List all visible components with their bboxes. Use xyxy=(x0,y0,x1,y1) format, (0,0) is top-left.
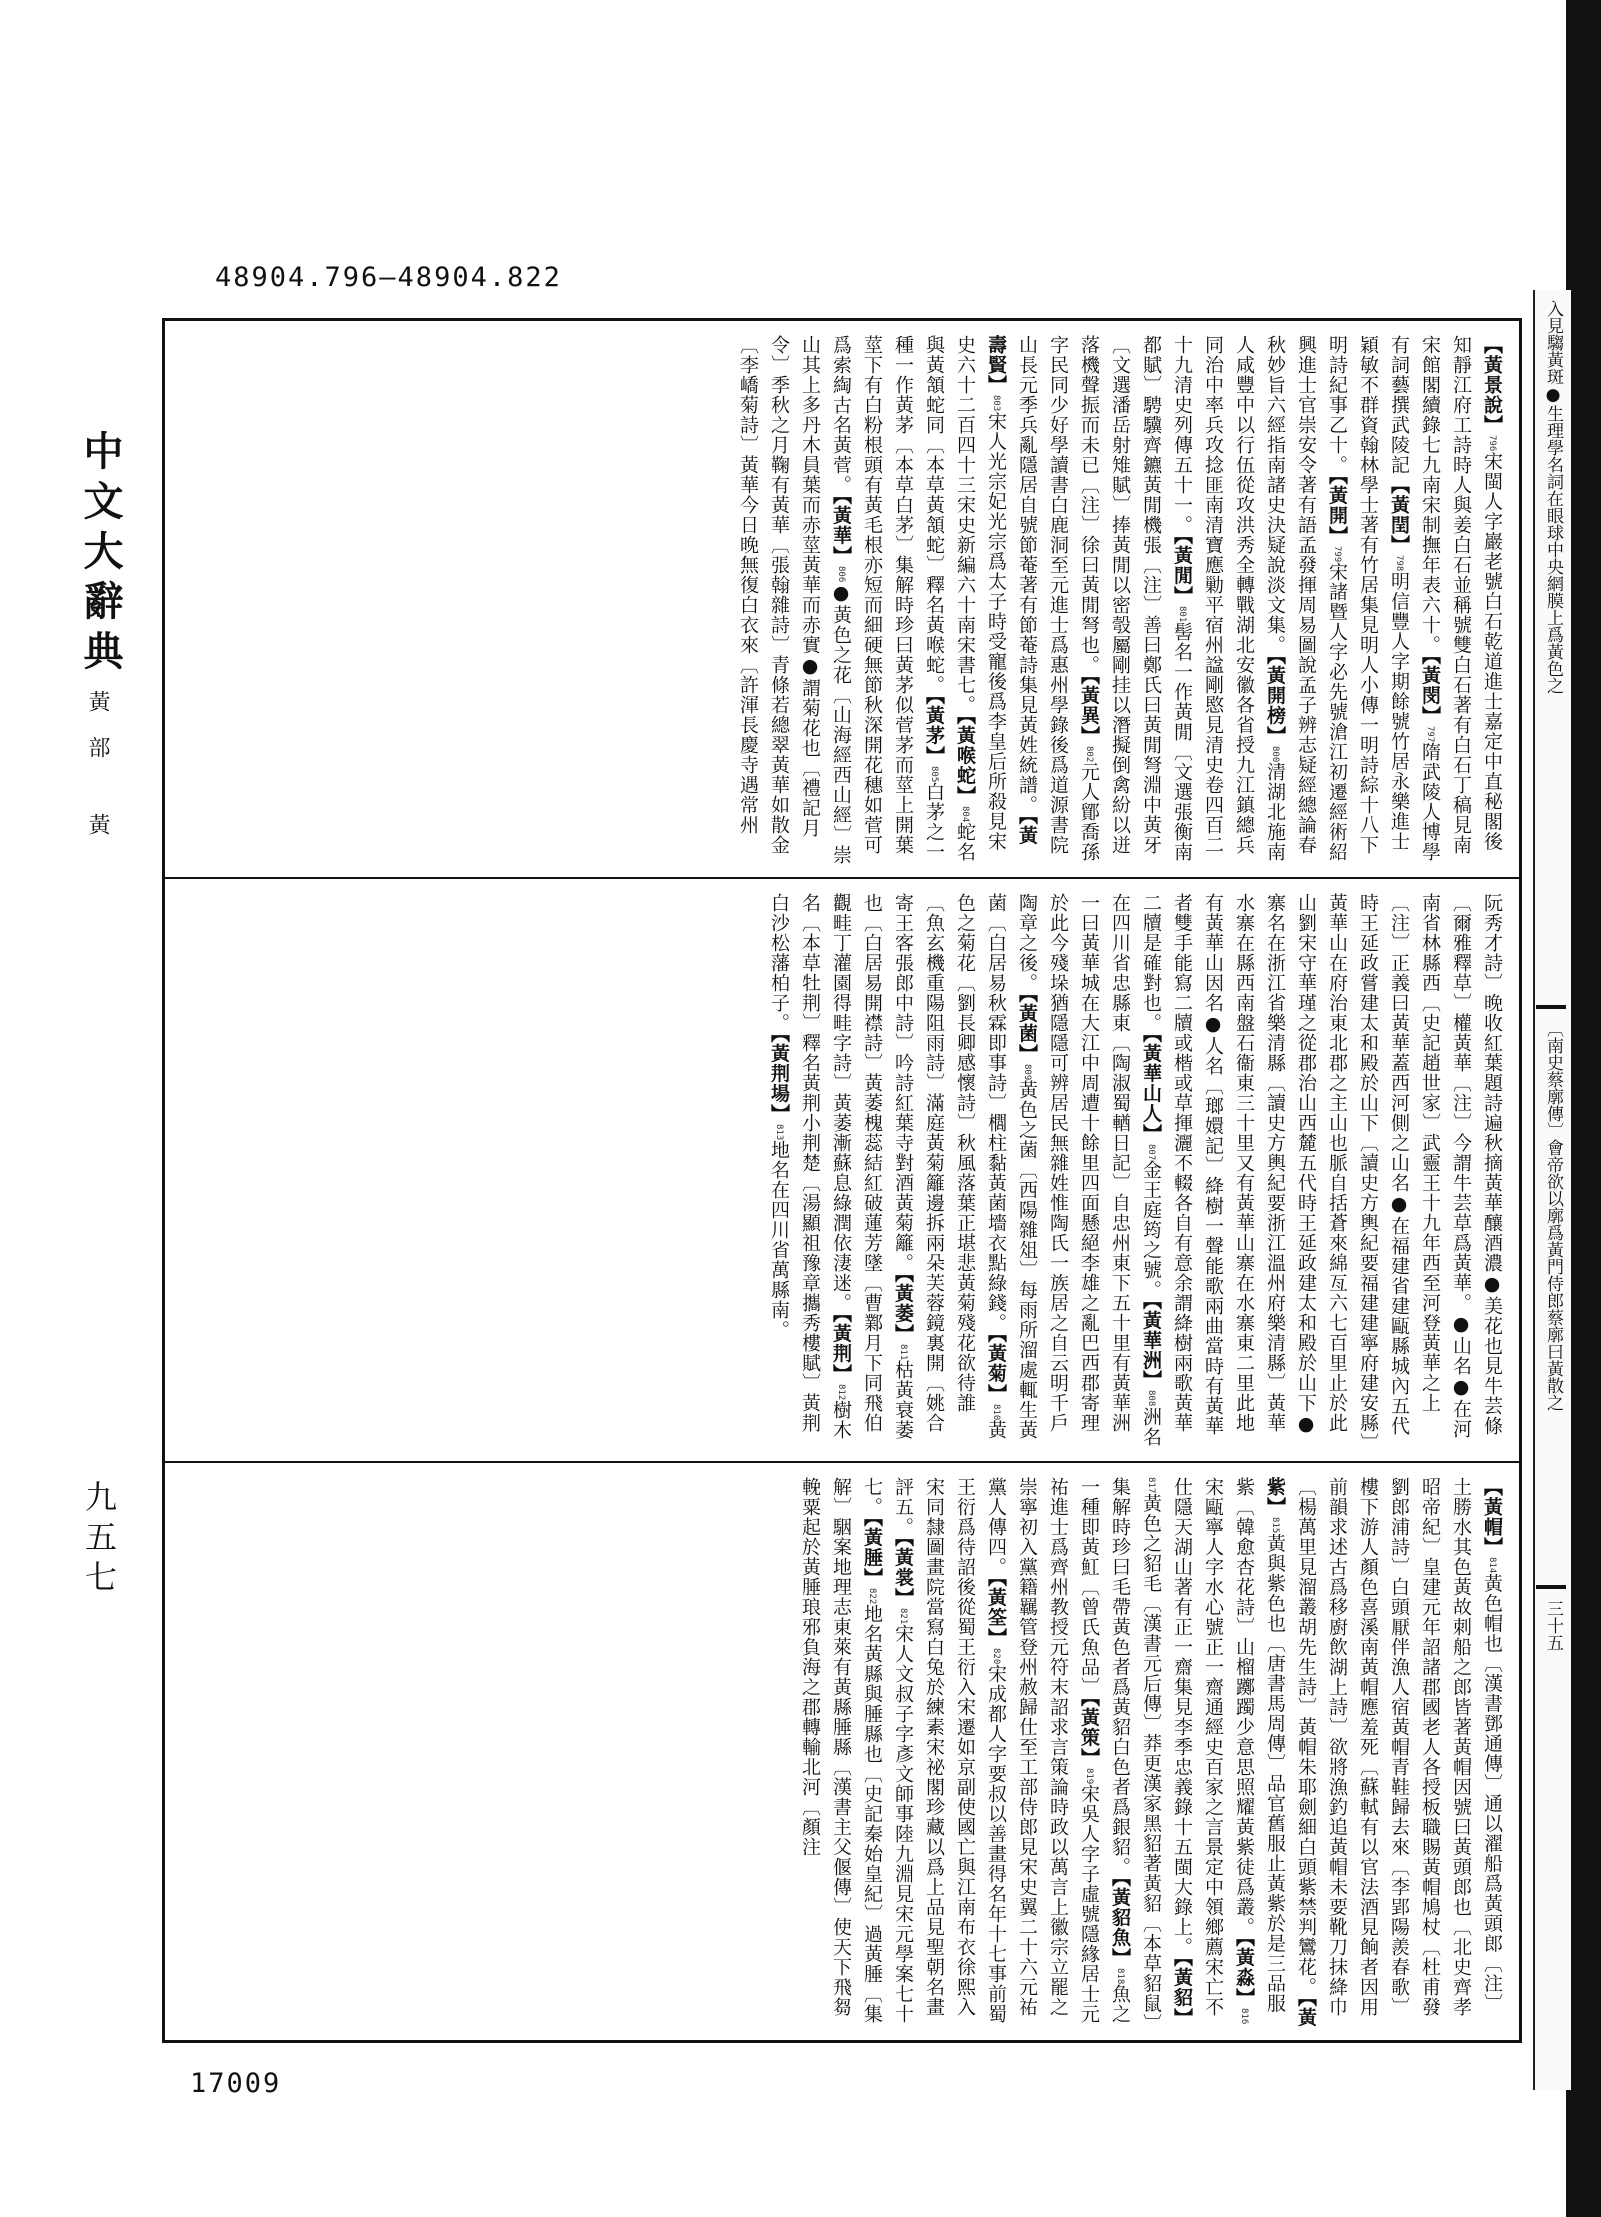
entry-definition: 黃色帽也〔漢書鄧通傳〕通以濯船爲黃頭郎〔注〕土勝水其色黃故刺船之郎皆著黃帽因號曰黃頭郎也〔北史齊孝昭帝紀〕皇建元年詔諸郡國老人各授板職賜黃帽鳩杖〔杜甫發劉郎浦詩〕白頭厭伴漁人宿黃帽青鞋歸去來〔李郢陽羨春歌〕樓下游人顏色喜溪南黃帽應羞死〔蘇軾有以官法酒見餉者因用前韻求述古爲移廚飲湖上詩〕欲將漁釣追黃帽未要靴刀抹絳巾〔楊萬里見溜叢胡先生詩〕黃帽朱耶劍細白頭紫禁判鸞花。 xyxy=(1295,1477,1503,2017)
dictionary-entry xyxy=(1295,1477,1503,2017)
dictionary-entry xyxy=(1140,893,1472,1444)
entry-number: 812 xyxy=(836,1383,846,1400)
entry-definition: 黃色之貂毛〔漢書元后傳〕莽更漢家黑貂著黃貂〔本草貂鼠〕集解時珍曰毛帶黃色者爲黃貂白色者爲銀貂。 xyxy=(1109,1477,1162,2024)
entry-headword: 【 黃腄 】 xyxy=(861,1517,883,1588)
scan-edge-shadow xyxy=(1566,0,1601,2217)
entry-headword: 【 黃菌 】 xyxy=(1016,993,1038,1064)
entry-headword: 【 黃開 】 xyxy=(1326,475,1348,546)
text-band-top xyxy=(165,321,1519,877)
adjacent-page-rule-2 xyxy=(1536,1585,1566,1589)
entry-number: 806 xyxy=(836,565,846,582)
entry-definition: 地名黃縣與腄縣也〔史記秦始皇紀〕過黃腄〔集解〕駰案地理志東萊有黃縣腄縣〔漢書主父偃傳〕使天下飛芻輓粟起於黃腄琅邪負海之郡轉輸北河〔顏注 xyxy=(799,1477,883,2024)
entry-definition: 隋武陵人博學有詞藝撰武陵記 xyxy=(1388,335,1441,862)
entry-headword: 【 黃荆場 】 xyxy=(768,1033,790,1124)
entry-number: 807 xyxy=(1146,1143,1156,1160)
entry-headword: 【 黃閔 】 xyxy=(1419,655,1441,726)
entry-headword: 【 黃喉蛇 】 xyxy=(954,715,976,806)
entry-definition: 黃色之菊花〔劉長卿感懷詩〕秋風落葉正堪悲黃菊殘花欲待誰〔魚玄機重陽阻雨詩〕滿庭黃菊籬邊拆兩朵芙蓉鏡裏開〔姚合寄王客張郎中詩〕吟詩紅葉寺對酒黃菊籬。 xyxy=(892,893,1007,1440)
entry-headword: 【 黃華山人 】 xyxy=(1140,1033,1162,1144)
entry-definition: 金王庭筠之號。 xyxy=(1140,1159,1162,1300)
entry-headword: 【 黃閒 】 xyxy=(1171,535,1193,606)
entry-definition: 宋成都人字要叔以善畫得名年十七事前蜀王衍爲待詔後從蜀王衍入宋遷如京副使國亡與江南布衣徐熙入宋同隸圖畫院當寫白兔於練素宋祕閣珍藏以爲上品見聖朝名畫評五。 xyxy=(892,1477,1007,2024)
entry-definition: 白茅之一種一作黃茅〔本草白茅〕集解時珍曰黃茅似菅茅而莖上開葉莖下有白粉根頭有黃毛根亦短而細硬無節秋深開花穗如菅可爲索綯古名黃菅。 xyxy=(830,335,945,862)
entry-definition: 宋閩人字巖老號白石乾道進士嘉定中直秘閣後知靜江府工詩時人與姜白石並稱號雙白石著有白石丁稿見南宋館閣續錄七九南宋制撫年表六十。 xyxy=(1419,335,1503,855)
band-columns xyxy=(177,893,1507,1451)
entry-definition: 地名在四川省萬縣南。 xyxy=(768,1139,790,1340)
entry-definition: 宋人文叔子字彥文師事陸九淵見宋元學案七十七。 xyxy=(861,1477,914,2024)
entry-number: 817 xyxy=(1146,1477,1156,1494)
entry-definition: 蛇名與黃頷蛇同〔本草黃頷蛇〕釋名黃喉蛇。 xyxy=(923,335,976,862)
entry-number: 820 xyxy=(991,1647,1001,1664)
entry-definition: 元人鄮喬孫字民同少好學讀書白鹿洞至元進士爲惠州學錄後爲道源書院山長元季兵亂隱居自號節菴著有節菴詩集見黃姓統譜。 xyxy=(1016,335,1100,862)
entry-headword: 【 黃裳 】 xyxy=(892,1537,914,1608)
dictionary-title: 中文大辭典 xyxy=(77,430,124,680)
entry-number: 818 xyxy=(1115,1967,1125,1984)
entry-definition: 宋吳人字子虛號隱緣居士元祐進士爲齊州教授元符末詔求言策論時政以萬言上徽宗立罷之崇寧初入黨籍羈管登州赦歸仕至工部侍郎見宋史翼二十六元祐黨人傳四。 xyxy=(985,1477,1100,2024)
dictionary-entry xyxy=(1140,1033,1162,1300)
entry-definition: 髻名一作黃閒〔文選張衡南都賦〕騁驥齊鑣黃閒機張〔注〕善曰鄭氏曰黃閒弩淵中黃牙〔文選潘岳射雉賦〕捧黃閒以密彀屬剛挂以潛擬倒禽紛以迸落機聲振而未已〔注〕徐曰黃閒弩也。 xyxy=(1078,335,1193,862)
entry-number: 816 xyxy=(1239,2007,1249,2024)
entry-headword: 【 黃華 】 xyxy=(830,495,852,566)
entry-definition: 洲名在四川省忠縣東〔陶淑蜀輶日記〕自忠州東下五十里有黃華洲一曰黃華城在大江中周遭十餘里四面懸絕李雄之亂巴西郡寄理於此今殘垛猶隱隱可辨居民無雜姓惟陶氏一族居之自云明千戶陶章之後。 xyxy=(1016,893,1162,1447)
entry-number: 813 xyxy=(774,1123,784,1140)
entry-number: 802 xyxy=(1084,745,1094,762)
entry-number: 796 xyxy=(1487,435,1497,452)
entry-number: 803 xyxy=(991,395,1001,412)
entry-headword: 【 黃菊 】 xyxy=(985,1333,1007,1404)
entry-headword: 【 黃淼 】 xyxy=(1233,1937,1255,2008)
entry-range-header: 48904.796—48904.822 xyxy=(215,262,562,293)
page-number-cjk: 九五七 xyxy=(80,1480,118,1600)
entry-number: 800 xyxy=(1270,745,1280,762)
entry-definition: 阮秀才詩〕晚收紅葉題詩遍秋摘黃華釀酒濃●美花也見牛芸條〔爾雅釋草〕權黃華〔注〕今謂牛芸草爲黃華。 xyxy=(1450,893,1503,1436)
entry-headword: 【 黃茅 】 xyxy=(923,695,945,766)
entry-headword: 【 黃華洲 】 xyxy=(1140,1300,1162,1391)
page-number: 17009 xyxy=(190,2068,282,2099)
entry-definition: 黃色之菌〔西陽雜俎〕每雨所溜處輒生黃菌〔白居易秋霖即事詩〕櫚柱黏黃菌墻衣點綠錢。 xyxy=(985,893,1038,1440)
entry-number: 810 xyxy=(991,1403,1001,1420)
adjacent-page-text-1: 入見騶黃斑●生理學名詞在眼球中央網膜上爲黃色之 xyxy=(1543,300,1563,694)
entry-number: 814 xyxy=(1487,1557,1497,1574)
entry-number: 811 xyxy=(898,1343,908,1360)
entry-definition: 明信豐人字期餘號竹居永樂進士穎敏不群資翰林學士著有竹居集見明人小傳一明詩綜十八下明詩紀事乙十。 xyxy=(1326,335,1410,855)
adjacent-page-text-2: 〔南史蔡廓傳〕會帝欲以廓爲黃門侍郎蔡廓曰黃散之 xyxy=(1543,1020,1563,1411)
band-columns xyxy=(177,1477,1507,2030)
entry-headword: 【 黃貂 】 xyxy=(1171,1957,1193,2028)
entry-headword: 【 黃壽賢 】 xyxy=(985,335,1038,846)
entry-definition: 宋人光宗妃光宗爲太子時受寵後爲李皇后所殺見宋史六十二百四十三宋史新編六十南宋書七。 xyxy=(954,335,1007,852)
adjacent-page-rule-1 xyxy=(1536,1005,1566,1009)
entry-definition: 清湖北施南人咸豐中以行伍從攻洪秀全轉戰湖北安徽各省授九江鎮總兵同治中率兵攻捻匪南清寶應勦平宿州諡剛愍見清史卷四百二十九清史列傳五十一。 xyxy=(1171,335,1286,862)
entry-definition: 魚之一種即黃魟〔曾氏魚品〕 xyxy=(1078,1477,1131,2024)
dictionary-entry xyxy=(768,1033,790,1340)
entry-number: 809 xyxy=(1022,1063,1032,1080)
entry-headword: 【 黃筌 】 xyxy=(985,1577,1007,1648)
entry-number: 797 xyxy=(1425,725,1435,742)
entry-number: 805 xyxy=(929,765,939,782)
adjacent-page-text-3: 三十五 xyxy=(1543,1600,1563,1651)
entry-headword: 【 黃紫 】 xyxy=(1264,1477,1317,2028)
dictionary-page-frame xyxy=(162,318,1522,2043)
dictionary-entry xyxy=(799,1477,883,2024)
entry-number: 821 xyxy=(898,1607,908,1624)
entry-number: 815 xyxy=(1270,1517,1280,1534)
text-band-bottom xyxy=(165,1461,1519,2042)
entry-definition: 枯黃衰萎也〔白居易開襟詩〕黃萎槐蕊結紅破蓮芳墜〔曹鄴月下同飛伯觀畦丁灌園得畦字詩〕黃萎漸蘇息綠潤依淒迷。 xyxy=(830,893,914,1440)
entry-headword: 【 黃荆 】 xyxy=(830,1313,852,1384)
entry-headword: 【 黃策 】 xyxy=(1078,1697,1100,1768)
entry-definition: ●山名●在河南省林縣西〔史記趙世家〕武靈王十九年西至河登黃華之上〔注〕正義曰黃華蓋西河側之山名●在福建省建甌縣城內五代時王延政嘗建太和殿於山下〔讀史方輿紀要福建建寧府建安縣〕黃華山在府治東北郡之主山也脈自括蒼來綿亙六七百里止於此山劉宋守華瑾之從郡治山西麓五代時王延政建太和殿於山下●寨名在浙江省樂清縣〔讀史方輿紀要浙江溫州府樂清縣〕黃華水寨在縣西南盤石衞東三十里又有黃華山寨在水寨東二里此地有黃華山因名●人名〔瑯嬛記〕絳樹一聲能歌兩曲當時有黃華者雙手能寫二牘或楷或草揮灑不輟各自有意余謂絳樹兩歌黃華二牘是確對也。 xyxy=(1140,893,1472,1444)
text-band-middle xyxy=(165,877,1519,1463)
entry-headword: 【 黃閏 】 xyxy=(1388,475,1410,555)
entry-definition: 黃與紫色也〔唐書馬周傳〕品官舊服止黃紫於是三品服紫〔韓愈杏花詩〕山榴躑躅少意思照耀黃紫徒爲叢。 xyxy=(1233,1477,1286,2014)
entry-number: 804 xyxy=(960,805,970,822)
entry-headword: 【 黃異 】 xyxy=(1078,675,1100,746)
entry-definition: 宋諸暨人字必先號滄江初遷經術紹興進士官崇安令著有語孟發揮周易圖說孟子辨志疑經總論春秋妙旨六經指南諸史決疑說淡文集。 xyxy=(1264,335,1348,862)
entry-number: 822 xyxy=(867,1587,877,1604)
entry-definition: 樹木名〔本草牡荆〕釋名黃荆小荆楚〔湯顯祖豫章攜秀樓賦〕黃荆白沙松藩柏子。 xyxy=(768,893,852,1440)
entry-headword: 【 黃貂魚 】 xyxy=(1109,1877,1131,1968)
entry-number: 808 xyxy=(1146,1390,1156,1407)
entry-definition: 宋甌寧人字水心號正一齋通經史百家之言景定中領鄉薦宋亡不仕隱天湖山著有正一齋集見李季忠義錄十五閩大錄上。 xyxy=(1171,1477,1224,2017)
entry-number: 819 xyxy=(1084,1767,1094,1784)
entry-headword: 【 黃景說 】 xyxy=(1481,335,1503,435)
entry-number: 801 xyxy=(1177,605,1187,622)
entry-number: 798 xyxy=(1394,555,1404,572)
entry-number: 799 xyxy=(1332,545,1342,562)
entry-headword: 【 黃帽 】 xyxy=(1481,1477,1503,1557)
entry-headword: 【 黃開榜 】 xyxy=(1264,655,1286,746)
section-label: 黃部 黃 xyxy=(85,690,110,859)
entry-definition: ●黃色之花〔山海經西山經〕崇山其上多丹木員葉而赤莖黃華而赤實●謂菊花也〔禮記月令〕季秋之月鞠有黃華〔張翰雜詩〕青條若總翠黃華如散金〔李嶠菊詩〕黃華今日晚無復白衣來〔許渾長慶寺遇常州 xyxy=(737,335,852,865)
entry-headword: 【 黃萎 】 xyxy=(892,1273,914,1344)
band-columns xyxy=(177,335,1507,865)
